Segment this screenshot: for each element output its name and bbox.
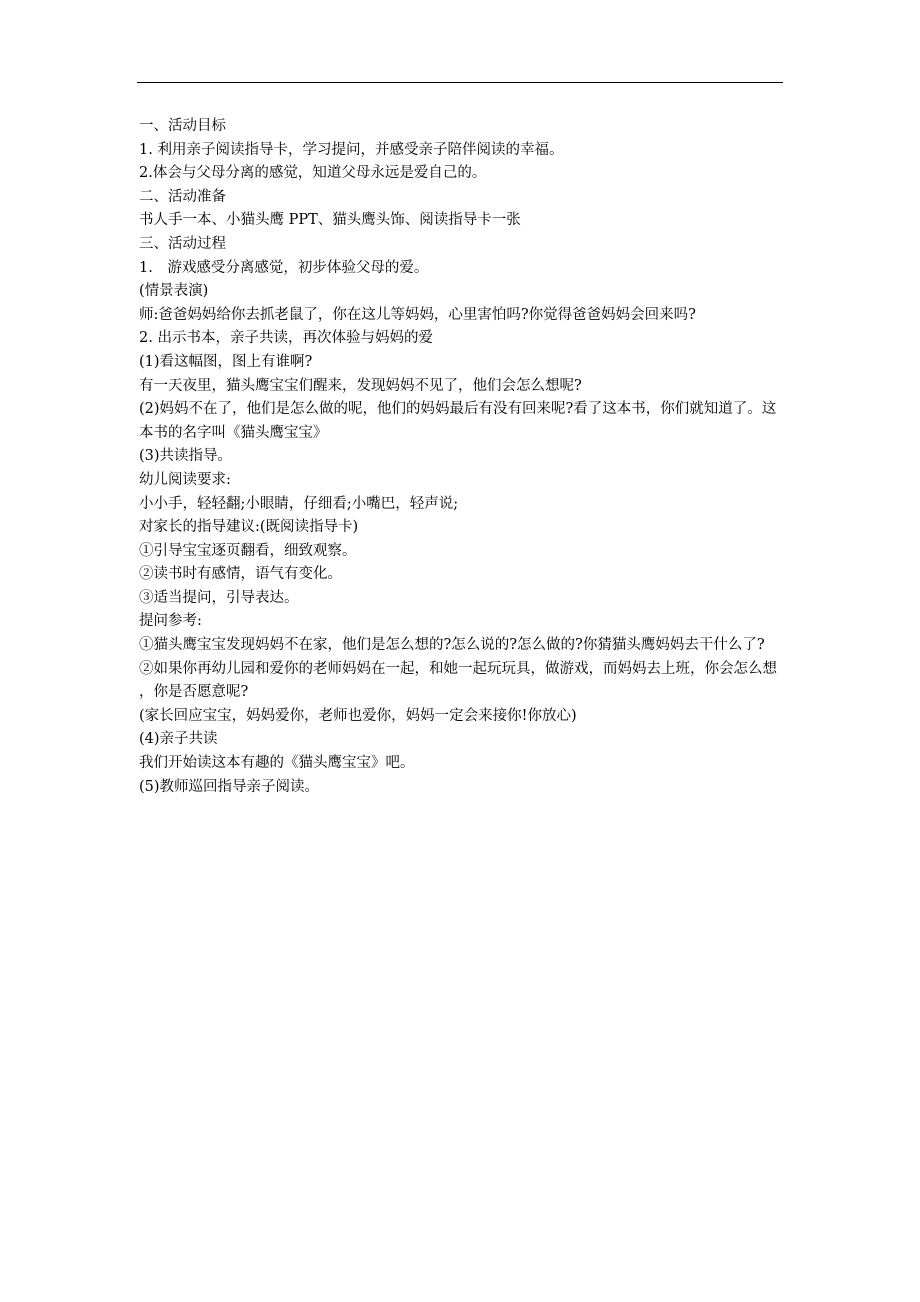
child-reading-requirements: 幼儿阅读要求:: [139, 471, 231, 488]
substep-3: (3)共读指导。: [139, 448, 233, 465]
question-reference-2: ②如果你再幼儿园和爱你的老师妈妈在一起，和她一起玩玩具，做游戏，而妈妈去上班，你会怎么想，你是否愿意呢?: [139, 660, 777, 701]
story-intro: 有一天夜里，猫头鹰宝宝们醒来，发现妈妈不见了，他们会怎么想呢?: [139, 377, 582, 394]
header-rule: [137, 82, 783, 83]
guidance-item-2: ②读书时有感情，语气有变化。: [139, 566, 342, 583]
parent-response: (家长回应宝宝，妈妈爱你，老师也爱你，妈妈一定会来接你!你放心): [139, 707, 577, 724]
parent-guidance-heading: 对家长的指导建议:(既阅读指导卡): [139, 519, 359, 536]
teacher-question: 师:爸爸妈妈给你去抓老鼠了，你在这儿等妈妈，心里害怕吗?你觉得爸爸妈妈会回来吗?: [139, 306, 696, 323]
heading-activity-goals: 一、活动目标: [139, 118, 226, 134]
substep-1: (1)看这幅图，图上有谁啊?: [139, 353, 313, 370]
process-step-1: 1. 游戏感受分离感觉，初步体验父母的爱。: [139, 259, 429, 276]
scene-performance: (情景表演): [139, 283, 209, 300]
goal-1: 1. 利用亲子阅读指导卡，学习提问，并感受亲子陪伴阅读的幸福。: [139, 141, 564, 158]
process-step-2: 2. 出示书本，亲子共读，再次体验与妈妈的爱: [139, 330, 433, 347]
question-reference-heading: 提问参考:: [139, 613, 202, 630]
goal-2: 2.体会与父母分离的感觉，知道父母永远是爱自己的。: [139, 165, 487, 182]
start-reading: 我们开始读这本有趣的《猫头鹰宝宝》吧。: [139, 755, 415, 772]
heading-activity-preparation: 二、活动准备: [139, 188, 226, 205]
reading-rhyme: 小小手，轻轻翻;小眼睛，仔细看;小嘴巴，轻声说;: [139, 495, 459, 512]
preparation-items: 书人手一本、小猫头鹰 PPT、猫头鹰头饰、阅读指导卡一张: [139, 212, 521, 229]
guidance-item-3: ③适当提问，引导表达。: [139, 589, 299, 606]
heading-activity-process: 三、活动过程: [139, 235, 226, 252]
document-body: [139, 115, 787, 799]
question-reference-1: ①猫头鹰宝宝发现妈妈不在家，他们是怎么想的?怎么说的?怎么做的?你猜猫头鹰妈妈去干什么了?: [139, 637, 765, 654]
guidance-item-1: ①引导宝宝逐页翻看，细致观察。: [139, 542, 357, 559]
substep-5: (5)教师巡回指导亲子阅读。: [139, 778, 320, 795]
substep-4: (4)亲子共读: [139, 731, 218, 748]
substep-2: (2)妈妈不在了，他们是怎么做的呢，他们的妈妈最后有没有回来呢?看了这本书，你们就知道了。这本书的名字叫《猫头鹰宝宝》: [139, 401, 777, 441]
